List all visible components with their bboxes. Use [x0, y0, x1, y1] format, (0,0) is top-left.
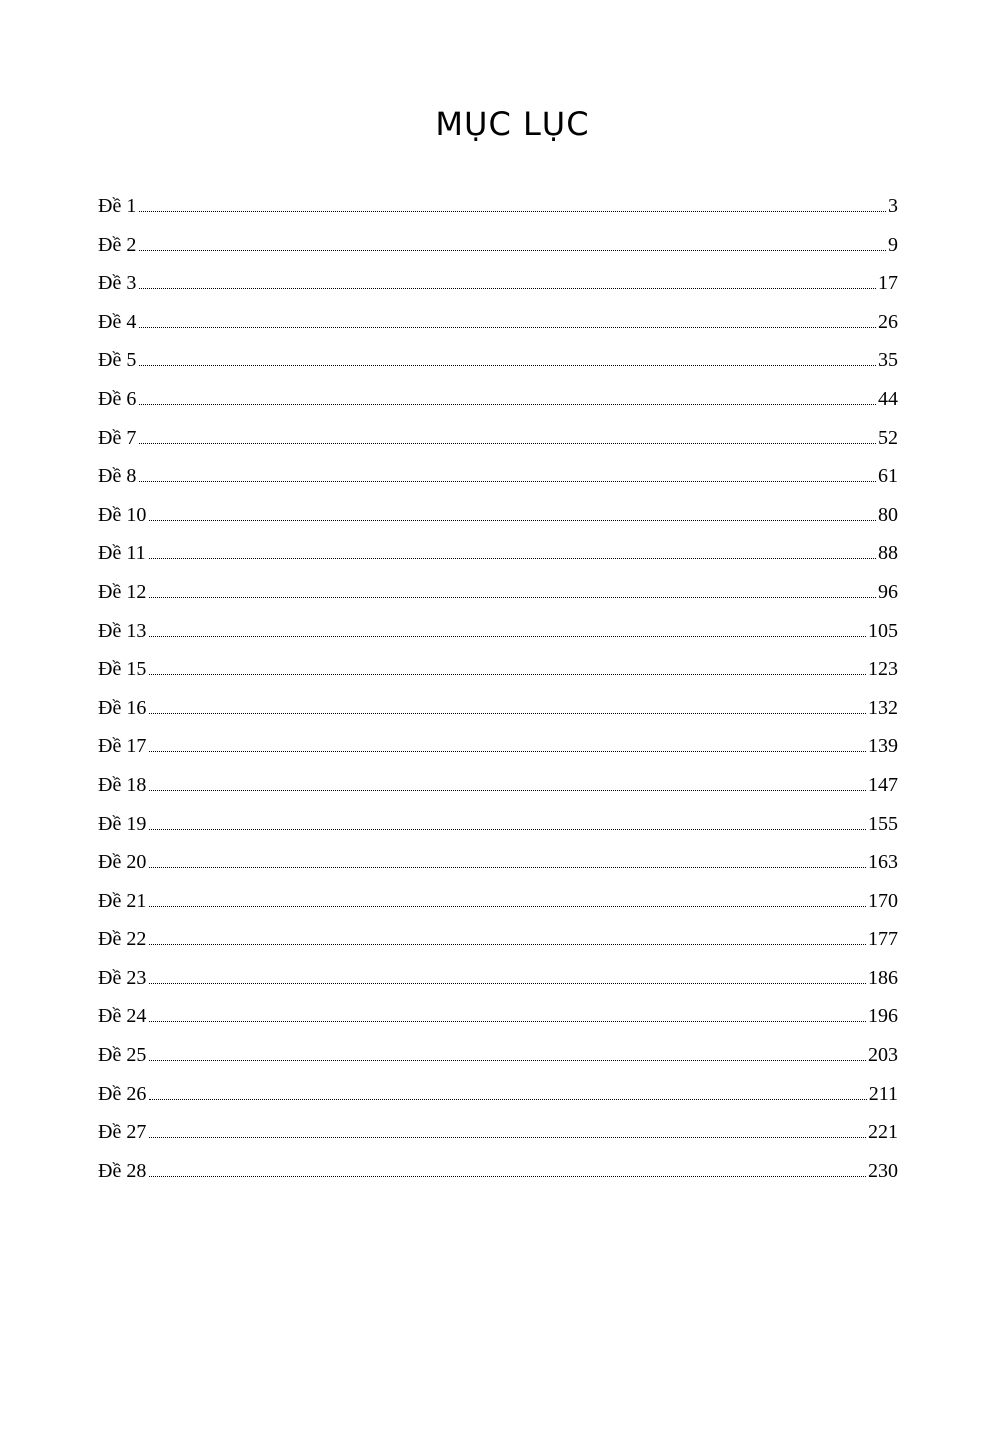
- toc-entry-page-number: 3: [888, 195, 898, 217]
- toc-entry-label: Đề 13: [98, 619, 147, 642]
- toc-entry[interactable]: [98, 308, 898, 347]
- toc-entry-page-number: 96: [878, 580, 898, 603]
- toc-entry-page-number: 147: [868, 773, 898, 796]
- toc-entry[interactable]: [98, 887, 898, 926]
- toc-entry[interactable]: [98, 810, 898, 849]
- toc-entry-page-number: 139: [868, 735, 898, 758]
- toc-entry[interactable]: [98, 848, 898, 887]
- toc-entry[interactable]: [98, 1080, 898, 1119]
- dot-leader: [139, 197, 886, 212]
- toc-entry-label: Đề 22: [98, 928, 147, 951]
- dot-leader: [149, 892, 866, 907]
- toc-entry-label: Đề 23: [98, 966, 147, 989]
- toc-entry-page-number: 186: [868, 966, 898, 989]
- toc-entry-label: Đề 11: [98, 542, 146, 565]
- toc-entry[interactable]: [98, 578, 898, 617]
- toc-entry-page-number: 221: [868, 1121, 898, 1144]
- toc-entry-page-number: 17: [878, 272, 898, 295]
- dot-leader: [139, 351, 876, 366]
- toc-entry[interactable]: [98, 732, 898, 771]
- dot-leader: [149, 930, 866, 945]
- toc-entry-page-number: 52: [878, 426, 898, 449]
- toc-entry[interactable]: [98, 655, 898, 694]
- toc-entry-page-number: 155: [868, 812, 898, 835]
- toc-entry-label: Đề 15: [98, 658, 147, 681]
- dot-leader: [149, 853, 866, 868]
- toc-entry-label: Đề 8: [98, 465, 137, 488]
- dot-leader: [139, 429, 876, 444]
- toc-entry-label: Đề 20: [98, 851, 147, 874]
- toc-entry[interactable]: [98, 462, 898, 501]
- toc-entry-page-number: 9: [888, 233, 898, 256]
- toc-entry-page-number: 80: [878, 503, 898, 526]
- dot-leader: [149, 506, 876, 521]
- toc-entry-page-number: 61: [878, 465, 898, 488]
- dot-leader: [149, 660, 866, 675]
- toc-entry[interactable]: [98, 1157, 898, 1196]
- page-title: MỤC LỤC: [435, 105, 590, 143]
- dot-leader: [149, 776, 866, 791]
- dot-leader: [149, 1046, 866, 1061]
- toc-entry[interactable]: [98, 1002, 898, 1041]
- dot-leader: [139, 236, 886, 251]
- toc-entry[interactable]: [98, 964, 898, 1003]
- toc-entry-page-number: 105: [868, 619, 898, 642]
- toc-entry[interactable]: [98, 346, 898, 385]
- toc-entry[interactable]: [98, 694, 898, 733]
- toc-entry-page-number: 230: [868, 1159, 898, 1182]
- dot-leader: [139, 313, 876, 328]
- toc-entry-page-number: 44: [878, 387, 898, 410]
- toc-entry[interactable]: [98, 771, 898, 810]
- toc-entry[interactable]: [98, 501, 898, 540]
- toc-entry-label: Đề 6: [98, 387, 137, 410]
- dot-leader: [139, 390, 876, 405]
- toc-entry-label: Đề 12: [98, 580, 147, 603]
- dot-leader: [149, 1162, 866, 1177]
- toc-entry-page-number: 88: [878, 542, 898, 565]
- toc-entry[interactable]: [98, 617, 898, 656]
- dot-leader: [149, 699, 866, 714]
- toc-entry-page-number: 26: [878, 310, 898, 333]
- dot-leader: [149, 969, 866, 984]
- dot-leader: [149, 544, 876, 559]
- toc-entry[interactable]: [98, 1041, 898, 1080]
- toc-entry[interactable]: [98, 1118, 898, 1157]
- toc-entry-page-number: 196: [868, 1005, 898, 1028]
- toc-entry-page-number: 123: [868, 658, 898, 681]
- toc-entry-label: Đề 18: [98, 773, 147, 796]
- dot-leader: [149, 1085, 866, 1100]
- dot-leader: [139, 467, 876, 482]
- toc-entry-label: Đề 5: [98, 349, 137, 372]
- toc-entry[interactable]: [98, 925, 898, 964]
- toc-entry-label: Đề 3: [98, 272, 137, 295]
- toc-entry-label: Đề 28: [98, 1159, 147, 1182]
- toc-entry-label: Đề 17: [98, 735, 147, 758]
- toc-entry[interactable]: [98, 539, 898, 578]
- toc-entry[interactable]: [98, 231, 898, 270]
- toc-entry-page-number: 170: [868, 889, 898, 912]
- toc-entry-label: Đề 7: [98, 426, 137, 449]
- toc-entry-label: Đề 4: [98, 310, 137, 333]
- toc-entry-page-number: 163: [868, 851, 898, 874]
- dot-leader: [149, 815, 866, 830]
- toc-entry-label: Đề 25: [98, 1044, 147, 1067]
- dot-leader: [149, 1007, 866, 1022]
- toc-entry-page-number: 35: [878, 349, 898, 372]
- toc-entry[interactable]: [98, 385, 898, 424]
- toc-entry-label: Đề 26: [98, 1082, 147, 1105]
- toc-entry-page-number: 132: [868, 696, 898, 719]
- toc-entry-label: Đề 10: [98, 503, 147, 526]
- toc-entry[interactable]: [98, 192, 898, 231]
- table-of-contents: [98, 192, 898, 1195]
- dot-leader: [149, 737, 866, 752]
- toc-entry-label: Đề 24: [98, 1005, 147, 1028]
- toc-entry[interactable]: [98, 269, 898, 308]
- toc-entry-label: Đề 21: [98, 889, 147, 912]
- dot-leader: [149, 1123, 866, 1138]
- toc-entry-label: Đề 2: [98, 233, 137, 256]
- toc-entry-page-number: 203: [868, 1044, 898, 1067]
- toc-entry-label: Đề 1: [98, 195, 137, 217]
- dot-leader: [149, 583, 876, 598]
- dot-leader: [139, 274, 876, 289]
- toc-entry-page-number: 177: [868, 928, 898, 951]
- toc-entry[interactable]: [98, 424, 898, 463]
- toc-entry-page-number: 211: [868, 1082, 898, 1105]
- dot-leader: [149, 622, 866, 637]
- toc-entry-label: Đề 27: [98, 1121, 147, 1144]
- toc-entry-label: Đề 16: [98, 696, 147, 719]
- toc-entry-label: Đề 19: [98, 812, 147, 835]
